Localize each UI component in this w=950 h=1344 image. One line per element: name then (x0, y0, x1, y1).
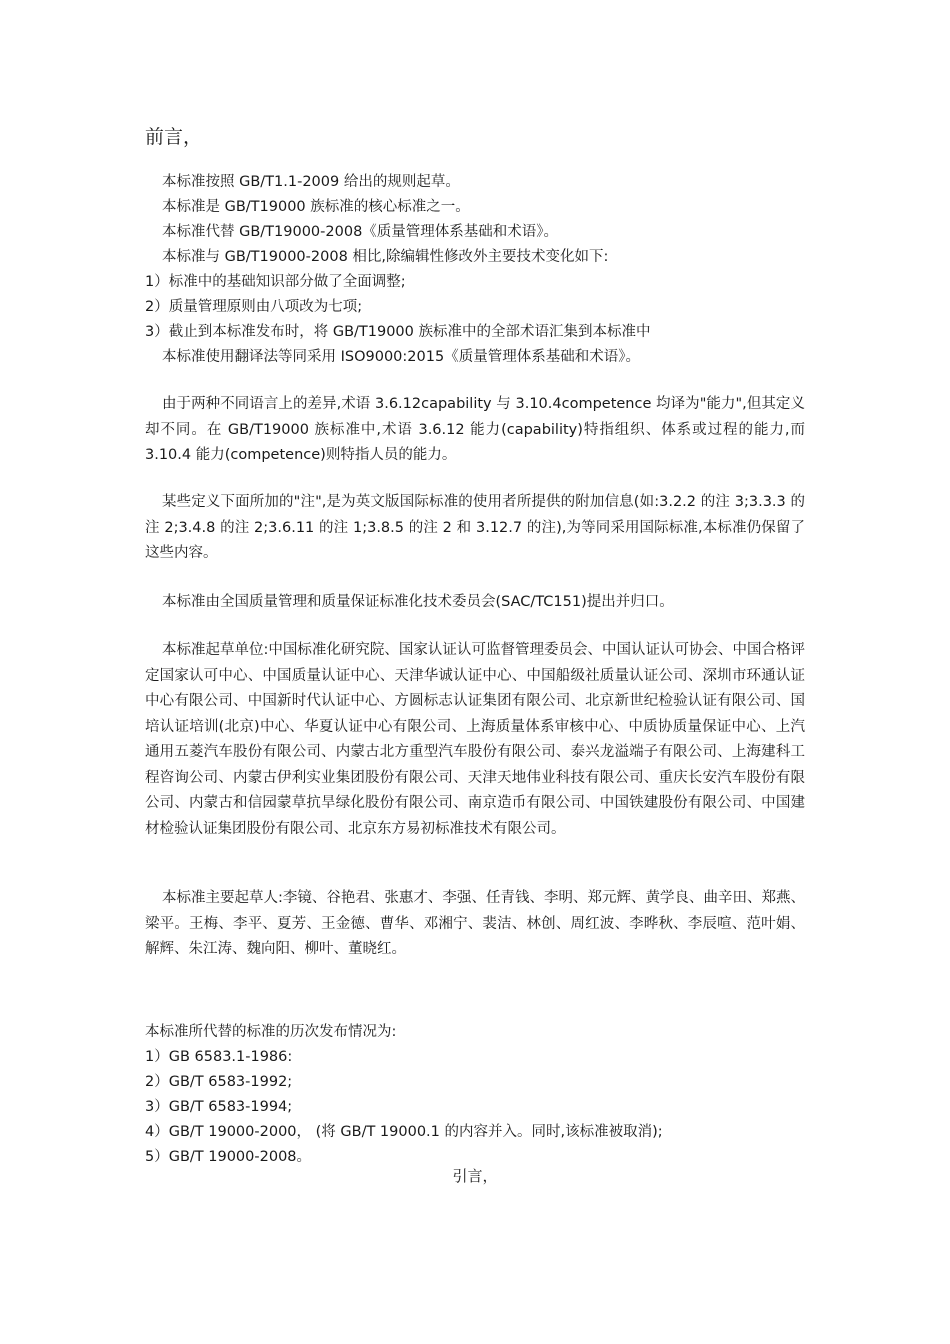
translation-note: 本标准使用翻译法等同采用 ISO9000:2015《质量管理体系基础和术语》。 (162, 349, 640, 365)
intro-line: 本标准是 GB/T19000 族标准的核心标准之一。 (162, 199, 470, 215)
capability-paragraph: 由于两种不同语言上的差异,术语 3.6.12capability 与 3.10.4competence 均译为"能力",但其定义却不同。在 GB/T19000 族标准中,术语 3.6.12 能力(capability)特指组织、体系或过程的能力,而 3.10.4 能力(competence)则特指人员的能力。 (145, 396, 805, 463)
history-item: 5）GB/T 19000-2008。 (145, 1149, 312, 1165)
notes-paragraph: 某些定义下面所加的"注",是为英文版国际标准的使用者所提供的附加信息(如:3.2.2 的注 3;3.3.3 的注 2;3.4.8 的注 2;3.6.11 的注 1;3.8.5 的注 2 和 3.12.7 的注),为等同采用国际标准,本标准仍保留了这些内容。 (145, 494, 805, 561)
history-title: 本标准所代替的标准的历次发布情况为: (145, 1024, 397, 1040)
drafters-paragraph: 本标准主要起草人:李镜、谷艳君、张惠才、李强、任青钱、李明、郑元辉、黄学良、曲辛田、郑燕、梁平。王梅、李平、夏芳、王金德、曹华、邓湘宁、裴洁、林创、周红波、李晔秋、李辰喧、范叶娟、解辉、朱江涛、魏向阳、柳叶、董晓红。 (145, 890, 805, 957)
intro-line: 本标准与 GB/T19000-2008 相比,除编辑性修改外主要技术变化如下: (162, 249, 609, 265)
change-item: 1）标准中的基础知识部分做了全面调整; (145, 274, 406, 290)
history-item: 4）GB/T 19000-2000， (将 GB/T 19000.1 的内容并入。同时,该标准被取消); (145, 1124, 663, 1140)
history-item: 3）GB/T 6583-1994; (145, 1099, 293, 1115)
page-title: 前言， (145, 126, 203, 148)
change-item: 3）截止到本标准发布时，将 GB/T19000 族标准中的全部术语汇集到本标准中 (145, 324, 651, 340)
intro-line: 本标准代替 GB/T19000-2008《质量管理体系基础和术语》。 (162, 224, 559, 240)
history-item: 2）GB/T 6583-1992; (145, 1074, 293, 1090)
section-heading-introduction: 引言， (452, 1167, 498, 1185)
committee-paragraph: 本标准由全国质量管理和质量保证标准化技术委员会(SAC/TC151)提出并归口。 (162, 594, 674, 610)
intro-line: 本标准按照 GB/T1.1-2009 给出的规则起草。 (162, 174, 460, 190)
change-item: 2）质量管理原则由八项改为七项; (145, 299, 363, 315)
drafting-units-paragraph: 本标准起草单位:中国标准化研究院、国家认证认可监督管理委员会、中国认证认可协会、中国合格评定国家认可中心、中国质量认证中心、天津华诚认证中心、中国船级社质量认证公司、深圳市环通认证中心有限公司、中国新时代认证中心、方圆标志认证集团有限公司、北京新世纪检验认证有限公司、国培认证培训(北京)中心、华夏认证中心有限公司、上海质量体系审核中心、中质协质量保证中心、上汽通用五菱汽车股份有限公司、内蒙古北方重型汽车股份有限公司、泰兴龙溢端子有限公司、上海建科工程咨询公司、内蒙古伊利实业集团股份有限公司、天津天地伟业科技有限公司、重庆长安汽车股份有限公司、内蒙古和信园蒙草抗旱绿化股份有限公司、南京造币有限公司、中国铁建股份有限公司、中国建材检验认证集团股份有限公司、北京东方易初标准技术有限公司。 (145, 642, 805, 837)
history-item: 1）GB 6583.1-1986: (145, 1049, 293, 1065)
